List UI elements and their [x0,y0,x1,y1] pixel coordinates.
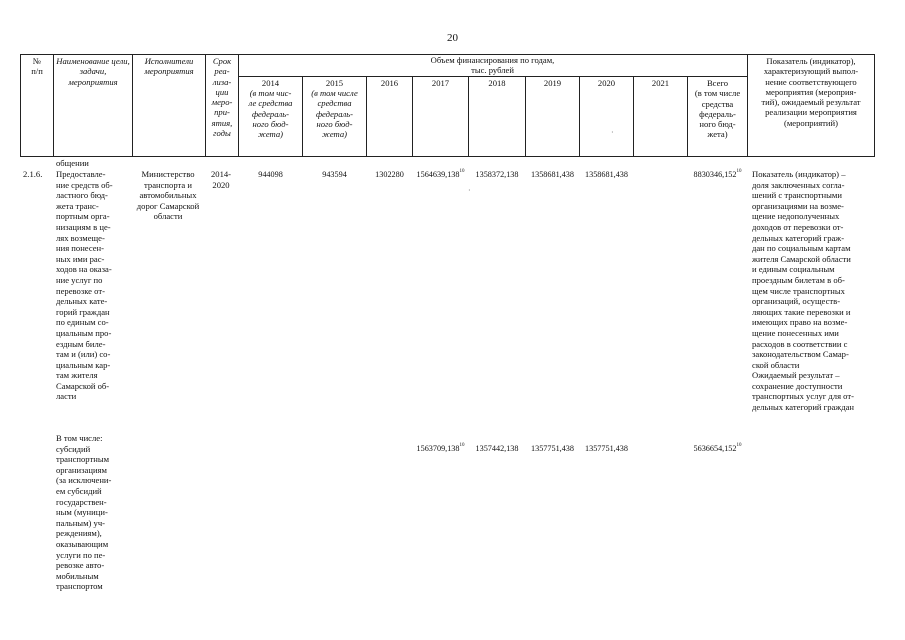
name-line: портным орга- [56,211,110,222]
subname-line: транспортным [56,454,110,465]
value-2016: 1302280 [375,170,404,179]
name-line: Предоставле- [56,169,106,179]
row-name [56,169,126,402]
indicator-line: доходов от перевозки от- [752,221,844,232]
name-line: Самарской об- [56,380,110,391]
value-total: 8830346,152$^{10}$ [693,169,742,179]
indicator-line: жителя Самарской области [752,253,851,264]
table-header [20,54,875,157]
indicator-line: сохранение доступности [752,380,843,391]
indicator-line: щем числе транспортных [752,285,845,296]
indicator-line: шений с транспортными [752,190,842,201]
name-line: циальным кар- [56,359,111,370]
indicator-line: и единым социальным [752,264,835,275]
header-year-2016: 2016 [380,78,399,88]
indicator-line: Показатель (индикатор) – [752,169,846,179]
row-indicator [752,169,872,413]
indicator-line: имеющих право на возме- [752,317,848,328]
name-line: ездным биле- [56,338,106,349]
name-line: циальным про- [56,327,112,338]
name-line: ние услуг по [56,274,103,285]
subvalue-2019: 1357751,438 [531,444,574,453]
indicator-line: дельных категорий граж- [752,232,845,243]
header-indicator: Показатель (индикатор), характеризующий выпол- нение соответствующего мероприятия (мероприя- тий), ожидаемый результат реализации мероприятия (мероприятий) [761,56,861,128]
name-line: лях возмеще- [56,232,105,243]
indicator-line: проездным билетам в об- [752,274,845,285]
subname-line: субсидий [56,443,91,454]
subname-line: услуги по пе- [56,549,106,560]
subname-line: В том числе: [56,433,103,443]
header-num: № п/п [31,56,43,77]
value-2018: 1358372,138 [475,170,519,179]
subname-line: ем субсидий [56,485,102,496]
header-year-2019: 2019 [543,78,562,88]
header-total: Всего (в том числе средства федераль- ного бюд- жета) [694,78,741,140]
header-year-2014-note: (в том чис- ле средства федераль- ного бюд- жета) [248,88,293,140]
header-year-2015-note: (в том числе средства федераль- ного бюд- жета) [311,88,358,140]
subname-line: мобильным [56,570,99,581]
subvalue-2020: 1357751,438 [585,444,628,453]
row-term: 2014- 2020 [210,169,232,190]
indicator-line: транспортных услуг для от- [752,391,854,402]
subname-line: оказывающим [56,538,109,549]
name-line: ласти [56,391,77,402]
header-year-2017: 2017 [431,78,450,88]
value-2019: 1358681,438 [531,170,574,179]
indicator-line: расходов в соответствии с [752,338,848,349]
subvalue-total: 5636654,152$^{10}$ [693,443,742,453]
indicator-line: ской области [752,359,800,370]
indicator-line: ляющих такие перевозки и [752,306,851,317]
subname-line: реждениям), [56,528,102,539]
header-year-2018: 2018 [488,78,506,88]
indicator-line: законодательством Самар- [752,349,849,360]
header-year-2014: 2014 [261,78,280,88]
name-line: по единым со- [56,317,109,328]
indicator-line: организациями на возме- [752,200,844,211]
indicator-line: дельных категорий граждан [752,402,855,413]
subname-line: (за исключени- [56,475,112,486]
subname-line: пальным) уч- [56,517,105,528]
subname-line: ным (муници- [56,507,108,518]
value-2020: 1358681,438 [585,170,628,179]
name-line: там и (или) со- [56,349,111,360]
subname-line: организациям [56,464,107,475]
header-name: Наименование цели, задачи, мероприятия [56,56,130,87]
indicator-line: щение недополученных [752,211,840,222]
name-line: ходов на оказа- [56,264,112,275]
name-line: жета транс- [56,200,99,211]
value-2014: 944098 [258,170,283,179]
header-funding-title: Объем финансирования по годам, тыс. рублей [430,55,555,76]
header-year-2021: 2021 [651,78,670,88]
carry-over-text: общении [56,158,89,168]
subvalue-2017: 1563709,138$^{10}$ [416,443,465,453]
subvalue-2018: 1357442,138 [475,444,519,453]
subrow-name [56,433,126,592]
header-term: Срок реа- лиза- ции меро- при- ятия, годы [211,56,233,139]
row-executor: Министерство транспорта и автомобильных дорог Самарской области [136,169,200,222]
subname-line: государствен- [56,496,107,507]
name-line: ние средств об- [56,179,113,190]
row-number: 2.1.6. [23,169,43,179]
indicator-line: Ожидаемый результат – [752,370,840,381]
header-executors: Исполнители мероприятия [144,56,194,77]
name-line: дельных кате- [56,296,108,307]
indicator-line: доля заключенных согла- [752,179,845,190]
name-line: перевозке от- [56,285,105,296]
name-line: там жителя [56,370,98,381]
subname-line: транспортом [56,581,103,592]
header-year-2015: 2015 [325,78,344,88]
indicator-line: организаций, осуществ- [752,296,841,307]
name-line: ния понесен- [56,243,105,254]
name-line: низациям в це- [56,221,111,232]
indicator-line: щение понесенных ими [752,327,839,338]
value-2017: 1564639,138$^{10}$ [416,169,465,179]
name-line: ных ими рас- [56,253,105,264]
indicator-line: дан по социальным картам [752,243,851,254]
subname-line: ревозке авто- [56,560,105,571]
value-2015: 943594 [322,170,347,179]
header-year-2020: 2020 [597,78,616,88]
name-line: горий граждан [56,306,110,317]
name-line: ластного бюд- [56,190,108,201]
page-number: 20 [447,32,458,44]
